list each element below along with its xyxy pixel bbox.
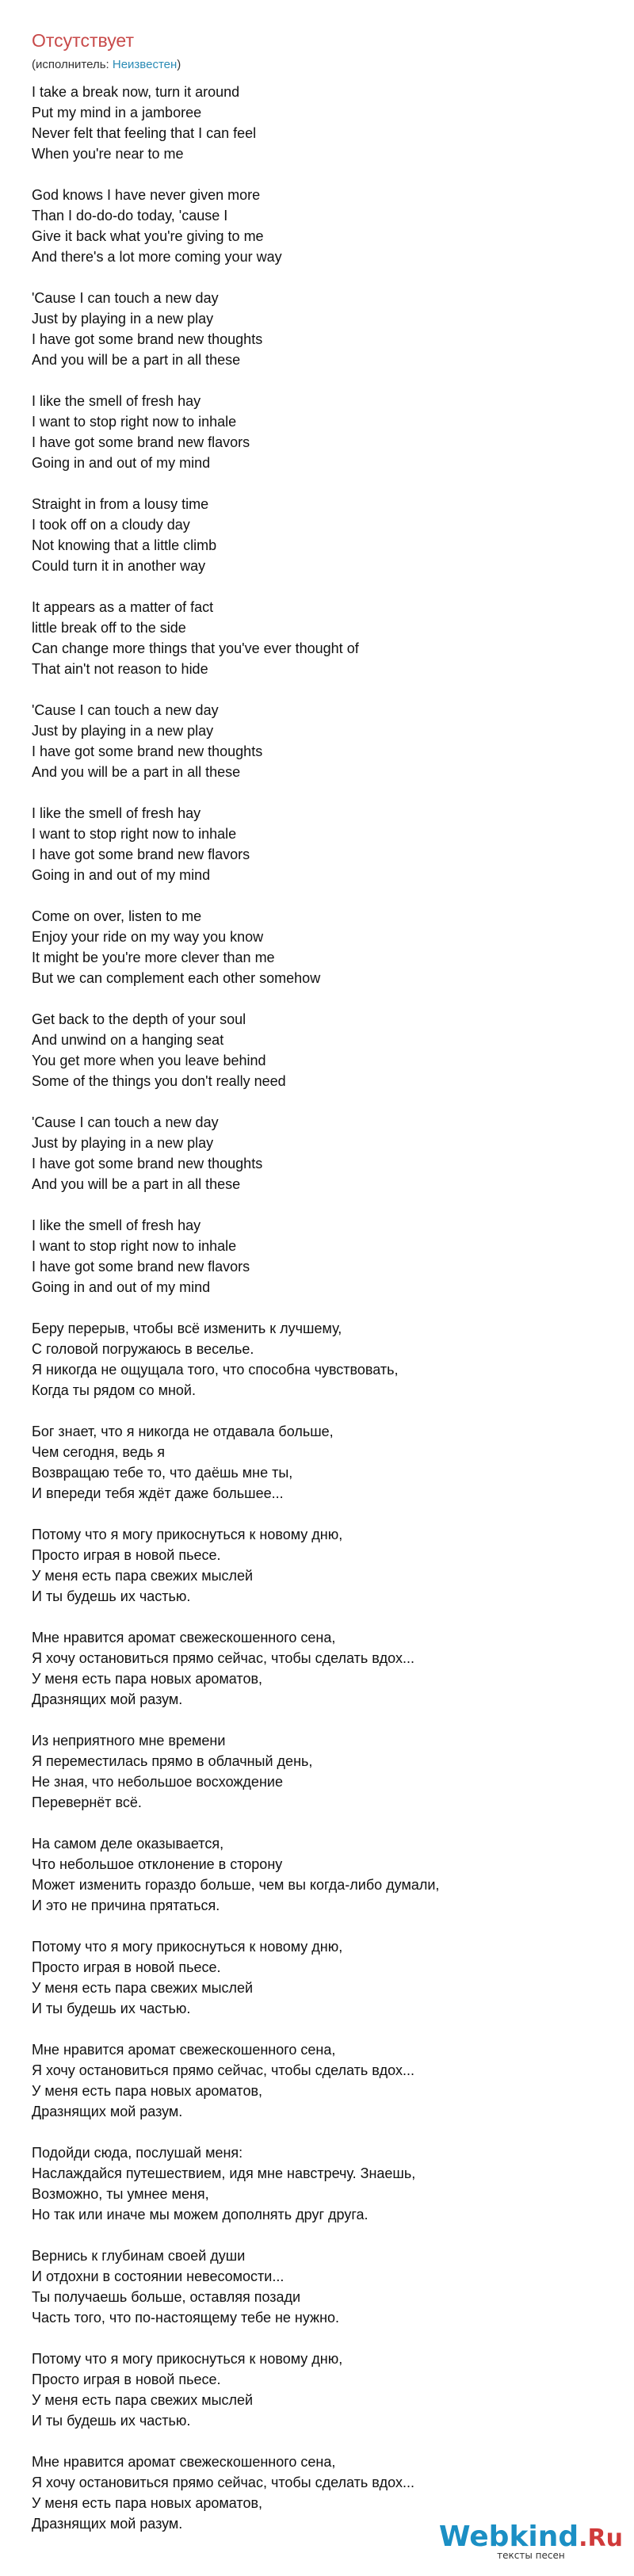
lyrics-stanza xyxy=(32,82,618,164)
lyrics-line: И отдохни в состоянии невесомости... xyxy=(32,2268,285,2284)
logo-wordmark xyxy=(439,2521,623,2553)
lyrics-line: Потому что я могу прикоснуться к новому дню, xyxy=(32,1527,343,1542)
lyrics-line: У меня есть пара новых ароматов, xyxy=(32,2495,263,2511)
lyrics-line: Never felt that feeling that I can feel xyxy=(32,125,257,141)
lyrics-line: Just by playing in a new play xyxy=(32,311,214,327)
lyrics-line: Дразнящих мой разум. xyxy=(32,2104,183,2119)
lyrics-line: Can change more things that you've ever thought of xyxy=(32,640,359,656)
lyrics-line: Не зная, что небольшое восхождение xyxy=(32,1774,283,1790)
lyrics-line: У меня есть пара новых ароматов, xyxy=(32,1671,263,1687)
logo-name: Webkind xyxy=(438,2521,579,2553)
lyrics-stanza xyxy=(32,185,618,267)
lyrics-line: Возвращаю тебе то, что даёшь мне ты, xyxy=(32,1465,293,1481)
logo-tagline: тексты песен xyxy=(497,2550,565,2561)
lyrics-stanza xyxy=(32,1627,618,1710)
lyrics-stanza xyxy=(32,494,618,576)
lyrics-line: Enjoy your ride on my way you know xyxy=(32,929,264,945)
lyrics-line: Я хочу остановиться прямо сейчас, чтобы сделать вдох... xyxy=(32,2062,414,2078)
lyrics-line: Потому что я могу прикоснуться к новому дню, xyxy=(32,2351,343,2367)
lyrics-stanza xyxy=(32,391,618,473)
logo-tld: .Ru xyxy=(579,2524,623,2552)
lyrics-stanza xyxy=(32,1009,618,1091)
lyrics-line: Than I do-do-do today, 'cause I xyxy=(32,208,228,224)
lyrics-line: It appears as a matter of fact xyxy=(32,599,214,615)
lyrics-line: Going in and out of my mind xyxy=(32,1279,211,1295)
lyrics-line: Straight in from a lousy time xyxy=(32,496,209,512)
lyrics-line: I have got some brand new flavors xyxy=(32,434,250,450)
lyrics-line: I want to stop right now to inhale xyxy=(32,414,237,430)
lyrics-line: I like the smell of fresh hay xyxy=(32,393,201,409)
lyrics-line: Give it back what you're giving to me xyxy=(32,228,264,244)
lyrics-stanza xyxy=(32,1112,618,1194)
lyrics-line: And unwind on a hanging seat xyxy=(32,1032,224,1048)
site-logo[interactable] xyxy=(439,2521,623,2561)
lyrics-stanza xyxy=(32,1524,618,1607)
lyrics-line: I take a break now, turn it around xyxy=(32,84,240,100)
lyrics-stanza xyxy=(32,1730,618,1813)
lyrics-line: Just by playing in a new play xyxy=(32,1135,214,1151)
lyrics-line: Бог знает, что я никогда не отдавала больше, xyxy=(32,1424,334,1439)
lyrics-line: But we can complement each other somehow xyxy=(32,970,321,986)
lyrics-line: Просто играя в новой пьесе. xyxy=(32,1959,221,1975)
lyrics-line: And you will be a part in all these xyxy=(32,1176,241,1192)
lyrics-line: I want to stop right now to inhale xyxy=(32,1238,237,1254)
lyrics-stanza xyxy=(32,803,618,885)
lyrics-line: И впереди тебя ждёт даже большее... xyxy=(32,1485,284,1501)
lyrics-stanza xyxy=(32,288,618,370)
lyrics-line: Some of the things you don't really need xyxy=(32,1073,286,1089)
lyrics-line: Но так или иначе мы можем дополнять друг друга. xyxy=(32,2207,369,2222)
lyrics-line: 'Cause I can touch a new day xyxy=(32,702,219,718)
lyrics-line: I like the smell of fresh hay xyxy=(32,1217,201,1233)
lyrics-line: And you will be a part in all these xyxy=(32,764,241,780)
artist-prefix: (исполнитель: xyxy=(32,58,113,71)
lyrics-line: Just by playing in a new play xyxy=(32,723,214,739)
lyrics-line: Дразнящих мой разум. xyxy=(32,1691,183,1707)
lyrics-line: I have got some brand new flavors xyxy=(32,847,250,862)
lyrics-line: Дразнящих мой разум. xyxy=(32,2516,183,2532)
lyrics-line: Вернись к глубинам своей души xyxy=(32,2248,246,2264)
lyrics-line: And you will be a part in all these xyxy=(32,352,241,368)
lyrics-stanza xyxy=(32,700,618,782)
lyrics-line: I have got some brand new thoughts xyxy=(32,1156,263,1171)
lyrics-line: Я хочу остановиться прямо сейчас, чтобы сделать вдох... xyxy=(32,1650,414,1666)
lyrics-line: И ты будешь их частью. xyxy=(32,2413,191,2429)
artist-link[interactable]: Неизвестен xyxy=(112,58,178,71)
lyrics-line: I have got some brand new thoughts xyxy=(32,743,263,759)
lyrics-stanza xyxy=(32,1318,618,1401)
lyrics-line: Get back to the depth of your soul xyxy=(32,1011,246,1027)
lyrics-line: Going in and out of my mind xyxy=(32,455,211,471)
lyrics-line: Come on over, listen to me xyxy=(32,908,202,924)
song-title: Отсутствует xyxy=(32,30,134,51)
lyrics-line: Going in and out of my mind xyxy=(32,867,211,883)
lyrics-line: Мне нравится аромат свежескошенного сена, xyxy=(32,1630,336,1645)
lyrics-line: Could turn it in another way xyxy=(32,558,206,574)
lyrics-line: И ты будешь их частью. xyxy=(32,1588,191,1604)
lyrics-line: Put my mind in a jamboree xyxy=(32,105,202,120)
lyrics-line: У меня есть пара свежих мыслей xyxy=(32,2392,254,2408)
lyrics-stanza xyxy=(32,1215,618,1298)
lyrics-line: Я хочу остановиться прямо сейчас, чтобы сделать вдох... xyxy=(32,2475,414,2490)
lyrics-line: When you're near to me xyxy=(32,146,184,162)
lyrics-line: Может изменить гораздо больше, чем вы когда-либо думали, xyxy=(32,1877,440,1893)
lyrics-line: I have got some brand new thoughts xyxy=(32,331,263,347)
lyrics-line: На самом деле оказывается, xyxy=(32,1836,224,1852)
lyrics-line: С головой погружаюсь в веселье. xyxy=(32,1341,254,1357)
lyrics-line: У меня есть пара свежих мыслей xyxy=(32,1568,254,1584)
lyrics-stanza xyxy=(32,2142,618,2225)
lyrics-line: Мне нравится аромат свежескошенного сена, xyxy=(32,2454,336,2470)
lyrics-line: Из неприятного мне времени xyxy=(32,1733,226,1749)
lyrics-line: Перевернёт всё. xyxy=(32,1794,142,1810)
lyrics-line: Когда ты рядом со мной. xyxy=(32,1382,196,1398)
lyrics-line: I like the smell of fresh hay xyxy=(32,805,201,821)
lyrics-body xyxy=(32,82,618,2555)
lyrics-stanza xyxy=(32,1421,618,1504)
lyrics-line: Потому что я могу прикоснуться к новому дню, xyxy=(32,1939,343,1955)
lyrics-line: Not knowing that a little climb xyxy=(32,537,217,553)
lyrics-line: Подойди сюда, послушай меня: xyxy=(32,2145,243,2161)
lyrics-stanza xyxy=(32,2039,618,2122)
lyrics-line: Возможно, ты умнее меня, xyxy=(32,2186,209,2202)
lyrics-line: It might be you're more clever than me xyxy=(32,950,275,965)
lyrics-stanza xyxy=(32,1833,618,1916)
lyrics-stanza xyxy=(32,2245,618,2328)
lyrics-line: Наслаждайся путешествием, идя мне навстречу. Знаешь, xyxy=(32,2165,416,2181)
lyrics-line: Я никогда не ощущала того, что способна чувствовать, xyxy=(32,1362,399,1378)
lyrics-line: I want to stop right now to inhale xyxy=(32,826,237,842)
lyrics-line: And there's a lot more coming your way xyxy=(32,249,282,265)
lyrics-line: Ты получаешь больше, оставляя позади xyxy=(32,2289,301,2305)
lyrics-line: Я переместилась прямо в облачный день, xyxy=(32,1753,313,1769)
lyrics-line: Просто играя в новой пьесе. xyxy=(32,1547,221,1563)
artist-line xyxy=(32,58,181,71)
artist-suffix: ) xyxy=(177,58,181,71)
lyrics-line: У меня есть пара свежих мыслей xyxy=(32,1980,254,1996)
lyrics-line: Беру перерыв, чтобы всё изменить к лучшему, xyxy=(32,1320,342,1336)
lyrics-line: I have got some brand new flavors xyxy=(32,1259,250,1275)
lyrics-stanza xyxy=(32,2349,618,2431)
lyrics-stanza xyxy=(32,1936,618,2019)
lyrics-line: У меня есть пара новых ароматов, xyxy=(32,2083,263,2099)
lyrics-line: Просто играя в новой пьесе. xyxy=(32,2372,221,2387)
lyrics-stanza xyxy=(32,597,618,679)
lyrics-line: I took off on a cloudy day xyxy=(32,517,190,533)
lyrics-line: 'Cause I can touch a new day xyxy=(32,1114,219,1130)
lyrics-line: Чем сегодня, ведь я xyxy=(32,1444,165,1460)
lyrics-stanza xyxy=(32,906,618,988)
lyrics-line: That ain't not reason to hide xyxy=(32,661,208,677)
lyrics-line: И это не причина прятаться. xyxy=(32,1898,220,1913)
lyrics-line: Часть того, что по-настоящему тебе не нужно. xyxy=(32,2310,340,2326)
lyrics-line: God knows I have never given more xyxy=(32,187,261,203)
lyrics-line: И ты будешь их частью. xyxy=(32,2001,191,2016)
lyrics-line: little break off to the side xyxy=(32,620,186,636)
lyrics-line: Что небольшое отклонение в сторону xyxy=(32,1856,283,1872)
lyrics-line: Мне нравится аромат свежескошенного сена, xyxy=(32,2042,336,2058)
lyrics-line: You get more when you leave behind xyxy=(32,1053,266,1068)
lyrics-line: 'Cause I can touch a new day xyxy=(32,290,219,306)
